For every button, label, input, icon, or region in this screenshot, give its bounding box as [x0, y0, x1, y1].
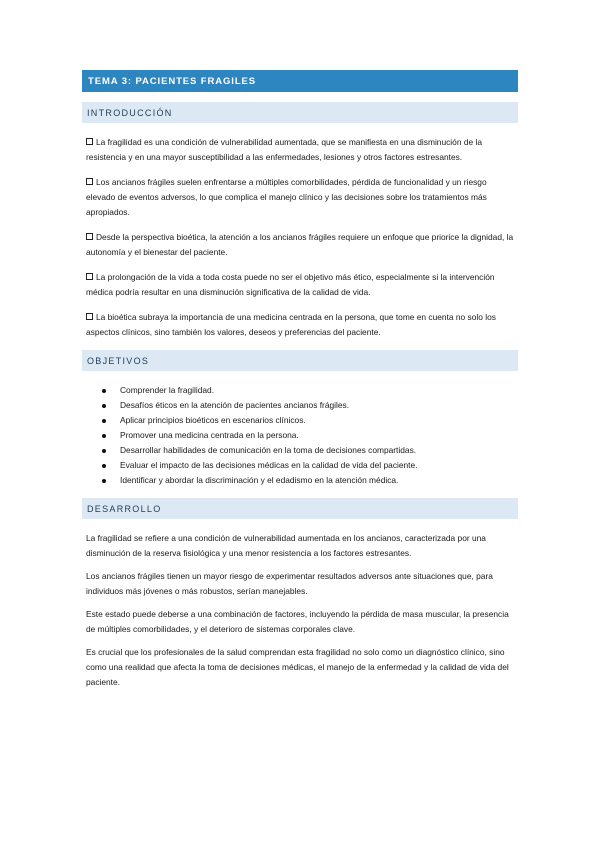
intro-paragraph [82, 310, 518, 340]
bullet-icon [102, 464, 106, 468]
list-item [82, 443, 518, 458]
development-paragraph: Los ancianos frágiles tienen un mayor riesgo de experimentar resultados adversos ante situaciones que, para individuos más jóvenes o más robustos, serían manejables. [86, 571, 493, 596]
list-item [82, 428, 518, 443]
intro-paragraph-text: Los ancianos frágiles suelen enfrentarse a múltiples comorbilidades, pérdida de funcionalidad y un riesgo elevado de eventos adversos, lo que complica el manejo clínico y las decisiones sobre los tratamientos más apropiados. [86, 177, 487, 217]
section-heading-label: DESARROLLO [87, 503, 162, 514]
development-paragraph: Es crucial que los profesionales de la salud comprendan esta fragilidad no solo como un diagnóstico clínico, sino como una realidad que afecta la toma de decisiones médicas, el manejo de la enfermedad y la calidad de vida del paciente. [86, 647, 509, 687]
development-paragraph: La fragilidad se refiere a una condición de vulnerabilidad aumentada en los ancianos, caracterizada por una disminución de la reserva fisiológica y una menor resistencia a los factores estresantes. [86, 533, 486, 558]
list-item [82, 413, 518, 428]
development-section [82, 531, 518, 690]
intro-paragraph-text: La bioética subraya la importancia de una medicina centrada en la persona, que tome en cuenta no solo los aspectos clínicos, sino también los valores, deseos y preferencias del paciente. [86, 312, 496, 337]
checkbox-icon [86, 233, 93, 240]
bullet-icon [102, 389, 106, 393]
list-item-text: Aplicar principios bioéticos en escenarios clínicos. [120, 415, 306, 425]
intro-paragraph [82, 135, 518, 165]
document-page [82, 70, 518, 698]
checkbox-icon [86, 273, 93, 280]
list-item-text: Desarrollar habilidades de comunicación en la toma de decisiones compartidas. [120, 445, 417, 455]
bullet-icon [102, 404, 106, 408]
bullet-icon [102, 479, 106, 483]
list-item-text: Evaluar el impacto de las decisiones médicas en la calidad de vida del paciente. [120, 460, 418, 470]
bullet-icon [102, 449, 106, 453]
intro-section [82, 135, 518, 340]
bullet-icon [102, 434, 106, 438]
section-heading-objectives [82, 350, 518, 371]
list-item [82, 383, 518, 398]
list-item-text: Comprender la fragilidad. [120, 385, 215, 395]
section-heading-development [82, 498, 518, 519]
checkbox-icon [86, 313, 93, 320]
intro-paragraph [82, 230, 518, 260]
list-item [82, 473, 518, 488]
intro-paragraph [82, 270, 518, 300]
intro-paragraph-text: La prolongación de la vida a toda costa puede no ser el objetivo más ético, especialmente si la intervención médica podría resultar en una disminución significativa de la calidad de vida. [86, 272, 495, 297]
list-item-text: Desafíos éticos en la atención de pacientes ancianos frágiles. [120, 400, 350, 410]
intro-paragraph-text: Desde la perspectiva bioética, la atención a los ancianos frágiles requiere un enfoque que priorice la dignidad, la autonomía y el bienestar del paciente. [86, 232, 514, 257]
intro-paragraph [82, 175, 518, 220]
checkbox-icon [86, 138, 93, 145]
list-item [82, 458, 518, 473]
list-item-text: Promover una medicina centrada en la persona. [120, 430, 299, 440]
section-heading-label: INTRODUCCIÓN [87, 107, 173, 118]
objectives-list [82, 383, 518, 488]
intro-paragraph-text: La fragilidad es una condición de vulnerabilidad aumentada, que se manifiesta en una disminución de la resistencia y en una mayor susceptibilidad a las enfermedades, lesiones y otros factores estresantes. [86, 137, 482, 162]
checkbox-icon [86, 178, 93, 185]
list-item [82, 398, 518, 413]
development-paragraph: Este estado puede deberse a una combinación de factores, incluyendo la pérdida de masa muscular, la presencia de múltiples comorbilidades, y el deterioro de sistemas corporales clave. [86, 609, 509, 634]
section-heading-label: OBJETIVOS [87, 355, 150, 366]
page-title: TEMA 3: PACIENTES FRAGILES [88, 75, 257, 87]
title-bar [82, 70, 518, 92]
section-heading-intro [82, 102, 518, 123]
list-item-text: Identificar y abordar la discriminación y el edadismo en la atención médica. [120, 475, 399, 485]
bullet-icon [102, 419, 106, 423]
